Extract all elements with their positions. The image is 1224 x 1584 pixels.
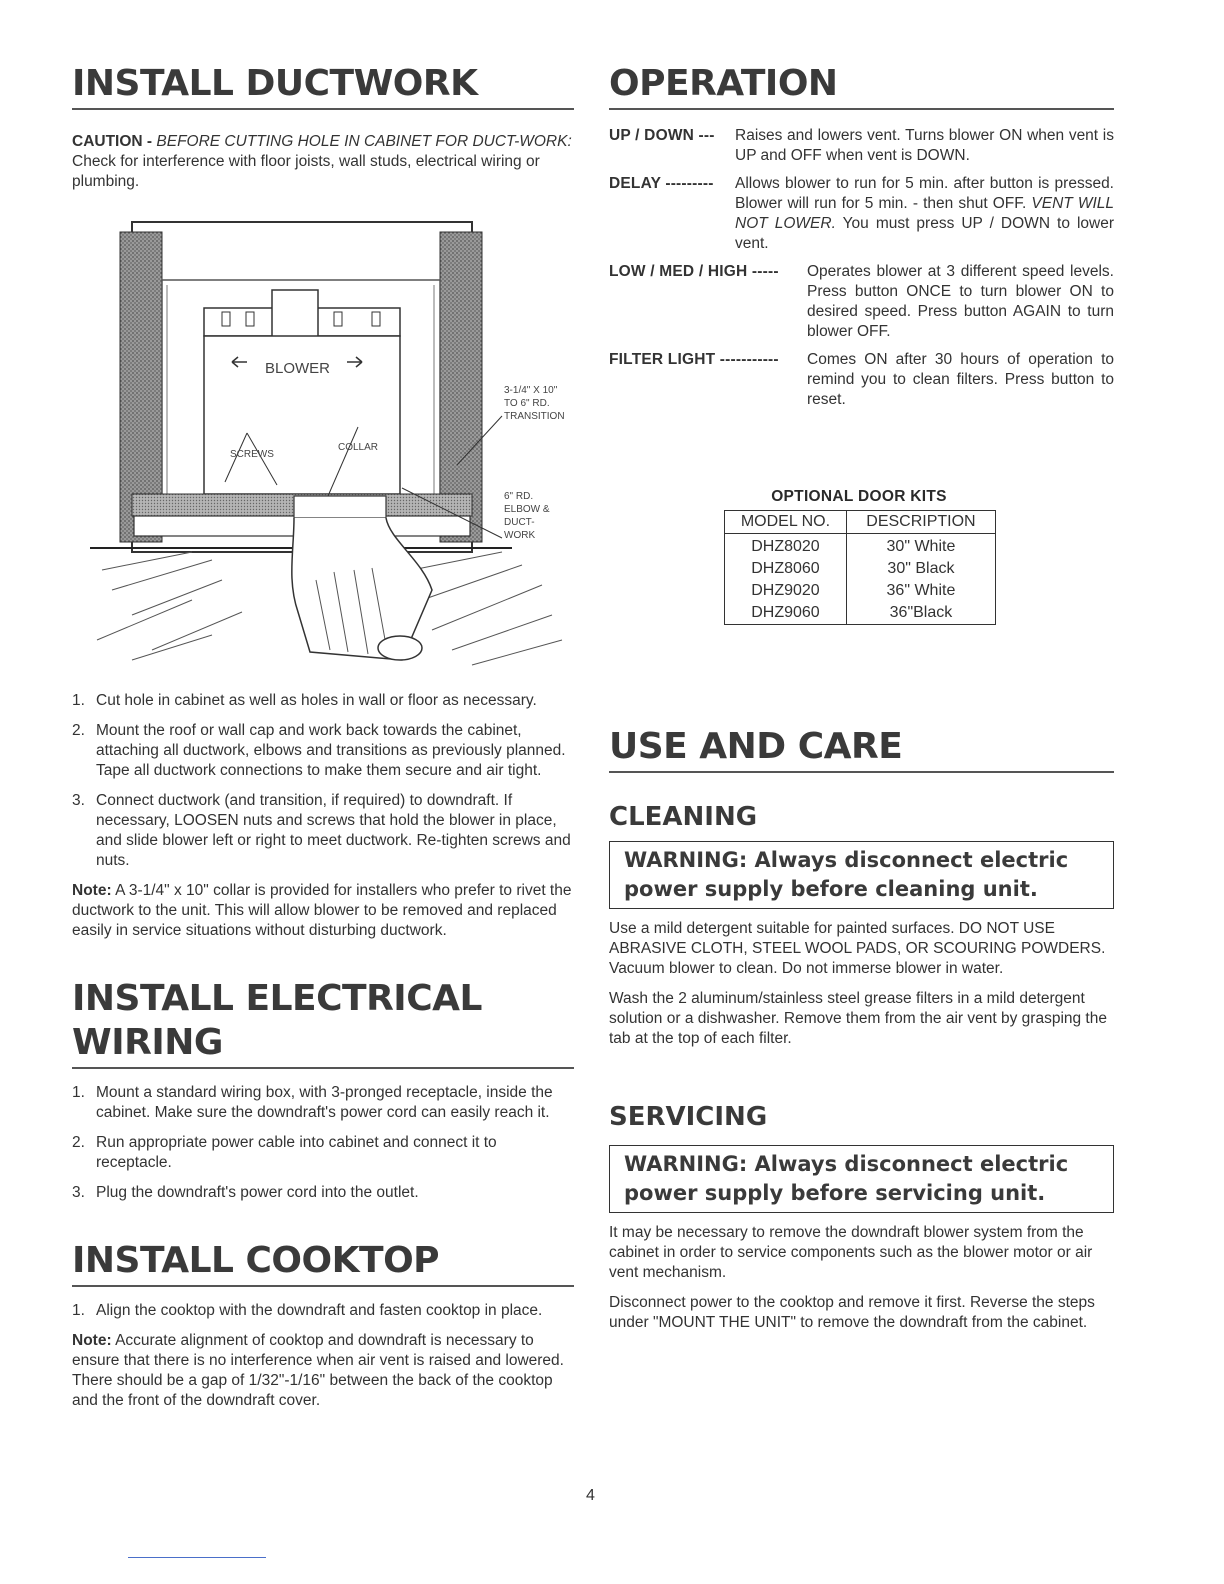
op-filter [609,350,1114,410]
elbow-line-4: WORK [504,530,536,541]
note-label: Note: [72,882,112,899]
speed-term: LOW / MED / HIGH ----- [609,263,779,280]
ductwork-illustration [72,220,574,675]
caution-italic: BEFORE CUTTING HOLE IN CABINET FOR DUCT-WORK: [156,133,572,150]
list-item: 1. Align the cooktop with the downdraft and fasten cooktop in place. [72,1302,543,1319]
cleaning-heading: CLEANING [609,802,758,832]
op-delay [609,174,1114,254]
use-and-care-heading: USE AND CARE [609,725,1114,773]
cooktop-note [72,1331,574,1411]
cleaning-paragraph-1: Use a mild detergent suitable for painted surfaces. DO NOT USE ABRASIVE CLOTH, STEEL WOOL PADS, OR SCOURING POWDERS. Vacuum blower to clean. Do not immerse blower in water. [609,920,1106,977]
list-item: 3. Connect ductwork (and transition, if required) to downdraft. If necessary, LOOSEN nuts and screws that hold the blower in place, and slide blower left or right to meet ductwork. Re-tighten screws and nuts. [72,792,571,869]
elbow-line-2: ELBOW & [504,504,550,515]
elbow-label [504,490,550,542]
list-item: 2. Mount the roof or wall cap and work back towards the cabinet, attaching all ductwork, elbows and transitions as previously planned. Tape all ductwork connections to make them secure and air tight. [72,722,566,779]
cleaning-warning: WARNING: Always disconnect electric power supply before cleaning unit. [609,841,1114,909]
table-row: DHZ8060 30" Black [725,558,996,580]
blower-label: BLOWER [265,360,331,377]
note-text: Accurate alignment of cooktop and downdraft is necessary to ensure that there is no interference when air vent is raised and lowered. There should be a gap of 1/32"-1/16" between the back of the cooktop and the front of the downdraft cover. [72,1332,564,1409]
table-row: DHZ8020 30" White [725,534,996,559]
transition-line-1: 3-1/4" X 10" [504,385,558,396]
updown-term: UP / DOWN --- [609,127,715,144]
updown-desc: Raises and lowers vent. Turns blower ON when vent is UP and OFF when vent is DOWN. [735,127,1114,164]
door-kits-title: OPTIONAL DOOR KITS [771,488,947,505]
note-text: A 3-1/4" x 10" collar is provided for installers who prefer to rivet the ductwork to the unit. This will allow blower to be removed and replaced easily in service situations without disturbing ductwork. [72,882,572,939]
servicing-paragraph-1: It may be necessary to remove the downdraft blower system from the cabinet in order to service components such as the blower motor or air vent mechanism. [609,1224,1093,1281]
filter-term: FILTER LIGHT ----------- [609,351,779,368]
speed-desc: Operates blower at 3 different speed levels. Press button ONCE to turn blower ON to desired speed. Press button AGAIN to turn blower OFF. [807,263,1114,340]
col-model: MODEL NO. [725,511,847,534]
right-column [609,52,1114,1333]
door-kits-table [724,510,996,625]
delay-desc: Allows blower to run for 5 min. after button is pressed. Blower will run for 5 min. - then shut OFF. VENT WILL NOT LOWER. You must press UP / DOWN to lower vent. [735,175,1115,252]
col-description: DESCRIPTION [846,511,995,534]
servicing-heading: SERVICING [609,1102,768,1132]
install-cooktop-heading: INSTALL COOKTOP [72,1239,574,1287]
servicing-warning: WARNING: Always disconnect electric power supply before servicing unit. [609,1145,1114,1213]
caution-paragraph [72,132,574,192]
transition-line-2: TO 6" RD. [504,398,550,409]
op-speed [609,262,1114,342]
page-number: 4 [586,1487,595,1504]
list-item: 1. Mount a standard wiring box, with 3-pronged receptacle, inside the cabinet. Make sure the downdraft's power cord can easily reach it. [72,1084,553,1121]
delay-term: DELAY --------- [609,175,714,192]
table-header [725,511,996,534]
servicing-paragraph-2: Disconnect power to the cooktop and remove it first. Reverse the steps under "MOUNT THE UNIT" to remove the downdraft from the cabinet. [609,1294,1095,1331]
footer-divider [128,1557,266,1558]
caution-label: CAUTION - [72,133,153,150]
table-row: DHZ9020 36" White [725,580,996,602]
ductwork-note [72,881,574,941]
left-column [72,52,574,1411]
filter-desc: Comes ON after 30 hours of operation to remind you to clean filters. Press button to reset. [807,351,1114,408]
install-ductwork-heading: INSTALL DUCTWORK [72,62,574,110]
caution-text: Check for interference with floor joists, wall studs, electrical wiring or plumbing. [72,153,540,190]
list-item: 3. Plug the downdraft's power cord into the outlet. [72,1184,419,1201]
transition-line-3: TRANSITION [504,411,565,422]
table-row: DHZ9060 36"Black [725,602,996,625]
list-item: 2. Run appropriate power cable into cabinet and connect it to receptacle. [72,1134,497,1171]
ductwork-diagram [72,220,574,675]
operation-heading: OPERATION [609,62,1114,110]
elbow-line-1: 6" RD. [504,491,534,502]
wiring-steps [72,1083,574,1203]
cooktop-steps [72,1301,574,1321]
note-label: Note: [72,1332,112,1349]
elbow-line-3: DUCT- [504,517,535,528]
collar-label: COLLAR [338,442,379,453]
cleaning-paragraph-2: Wash the 2 aluminum/stainless steel grease filters in a mild detergent solution or a dishwasher. Remove them from the air vent by grasping the tab at the top of each filter. [609,990,1107,1047]
ductwork-steps [72,691,574,871]
screws-label: SCREWS [230,449,274,460]
list-item: 1. Cut hole in cabinet as well as holes in wall or floor as necessary. [72,692,537,709]
op-updown [609,126,1114,166]
install-wiring-heading: INSTALL ELECTRICAL WIRING [72,977,574,1069]
transition-label [504,384,565,423]
